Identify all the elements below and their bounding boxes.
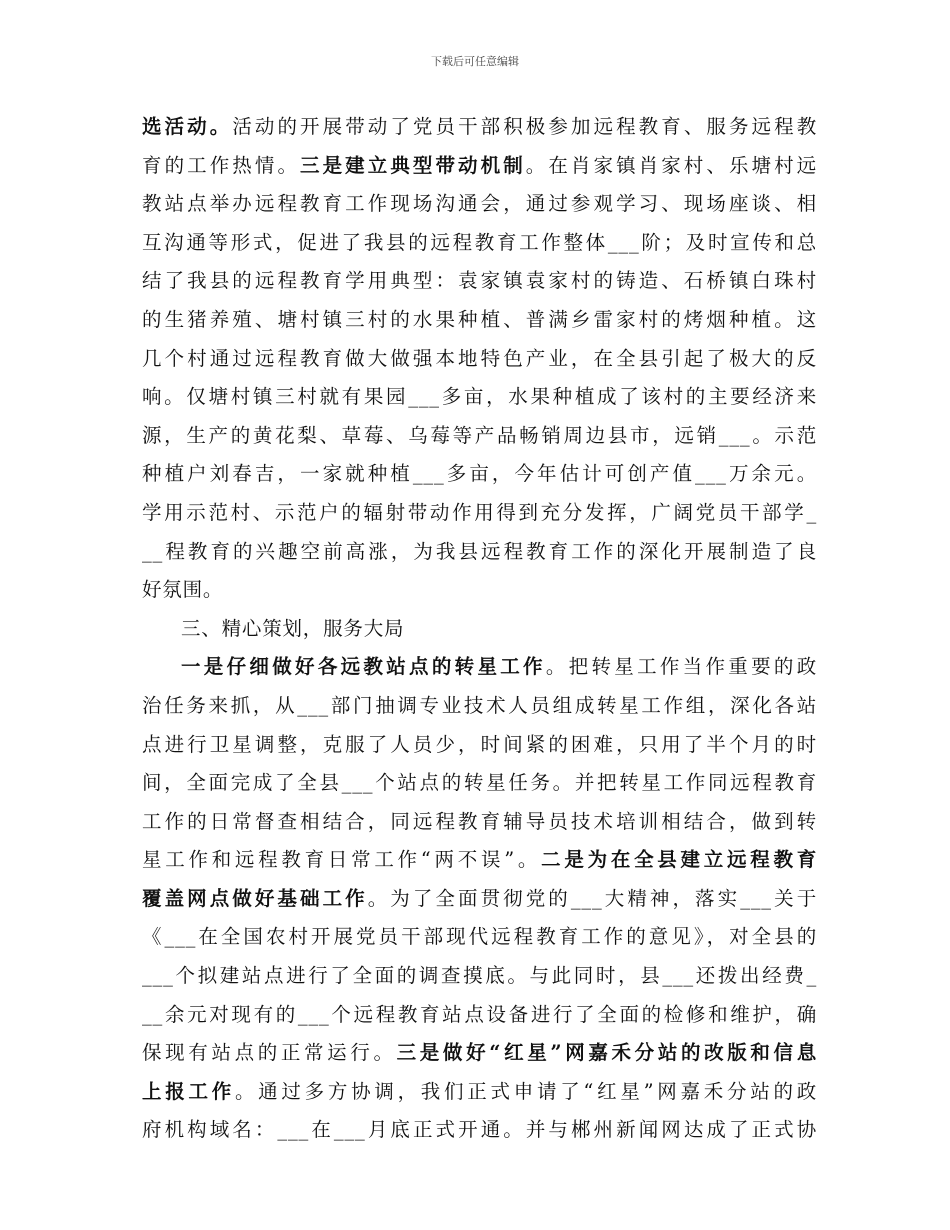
- bold-text-run: 三是建立典型带动机制: [300, 153, 526, 177]
- text-line: [142, 494, 817, 533]
- text-line: [142, 880, 817, 919]
- text-line: [142, 571, 817, 610]
- text-line: [142, 996, 817, 1035]
- text-run: 活动的开展带动了党员干部积极参加远程教育、服务远程教: [232, 115, 817, 138]
- text-line: [142, 610, 817, 649]
- text-run: 结了我县的远程教育学用典型：袁家镇袁家村的铸造、石桥镇白珠村: [142, 269, 817, 293]
- text-line: [142, 147, 817, 186]
- bold-text-run: 三是做好“红星”网嘉禾分站的改版和信息: [396, 1041, 817, 1065]
- text-line: [142, 455, 817, 494]
- text-line: [142, 841, 817, 880]
- document-body: [142, 108, 817, 1150]
- text-run: 学用示范村、示范户的辐射带动作用得到充分发挥，广阔党员干部学_: [142, 500, 817, 524]
- text-run: 。通过多方协调，我们正式申请了“红星”网嘉禾分站的政: [234, 1079, 817, 1103]
- bold-text-run: 二是为在全县建立远程教育: [541, 848, 817, 872]
- text-line: [142, 417, 817, 456]
- text-run: 教站点举办远程教育工作现场沟通会，通过参观学习、现场座谈、相: [142, 192, 817, 216]
- bold-text-run: 一是仔细做好各远教站点的转星工作: [181, 655, 546, 679]
- text-line: [142, 648, 817, 687]
- text-line: [142, 340, 817, 379]
- text-run: 间，全面完成了全县___个站点的转星任务。并把转星工作同远程教育: [142, 771, 817, 795]
- text-line: [142, 378, 817, 417]
- text-line: [142, 108, 817, 147]
- text-line: [142, 533, 817, 572]
- text-run: 。把转星工作当作重要的政: [545, 655, 817, 679]
- text-run: 保现有站点的正常运行。: [142, 1041, 397, 1065]
- text-run: 三、精心策划，服务大局: [181, 616, 405, 640]
- text-run: 种植户刘春吉，一家就种植___多亩，今年估计可创产值___万余元。: [142, 462, 817, 486]
- text-run: 育的工作热情。: [142, 153, 301, 177]
- bold-text-run: 选活动。: [142, 115, 233, 138]
- page-header-note: 下载后可任意编辑: [431, 55, 519, 68]
- text-run: 《___在全国农村开展党员干部现代远程教育工作的意见》，对全县的: [142, 925, 817, 949]
- text-line: [142, 1111, 817, 1150]
- text-run: 互沟通等形式，促进了我县的远程教育工作整体___阶；及时宣传和总: [142, 230, 817, 254]
- text-line: [142, 764, 817, 803]
- text-line: [142, 687, 817, 726]
- text-run: 点进行卫星调整，克服了人员少，时间紧的困难，只用了半个月的时: [142, 732, 817, 756]
- text-run: 响。仅塘村镇三村就有果园___多亩，水果种植成了该村的主要经济来: [142, 385, 817, 409]
- bold-text-run: 上报工作: [142, 1079, 235, 1103]
- text-line: [142, 726, 817, 765]
- text-line: [142, 918, 817, 957]
- text-run: __程教育的兴趣空前高涨，为我县远程教育工作的深化开展制造了良: [142, 539, 817, 563]
- text-run: 。为了全面贯彻党的___大精神，落实___关于: [367, 886, 817, 910]
- text-line: [142, 224, 817, 263]
- text-run: __余元对现有的___个远程教育站点设备进行了全面的检修和维护，确: [142, 1002, 817, 1026]
- text-line: [142, 262, 817, 301]
- text-line: [142, 1034, 817, 1073]
- text-run: 治任务来抓，从___部门抽调专业技术人员组成转星工作组，深化各站: [142, 693, 817, 717]
- text-run: 源，生产的黄花梨、草莓、乌莓等产品畅销周边县市，远销___。示范: [142, 423, 817, 447]
- text-run: 星工作和远程教育日常工作“两不误”。: [142, 848, 542, 872]
- text-run: 。在肖家镇肖家村、乐塘村远: [525, 153, 817, 177]
- text-run: ___个拟建站点进行了全面的调查摸底。与此同时，县___还拨出经费_: [142, 964, 817, 988]
- text-run: 工作的日常督查相结合，同远程教育辅导员技术培训相结合，做到转: [142, 809, 817, 833]
- text-run: 好氛围。: [142, 578, 224, 602]
- text-line: [142, 957, 817, 996]
- text-run: 的生猪养殖、塘村镇三村的水果种植、普满乡雷家村的烤烟种植。这: [142, 307, 817, 331]
- bold-text-run: 覆盖网点做好基础工作: [142, 886, 368, 910]
- text-line: [142, 803, 817, 842]
- text-run: 几个村通过远程教育做大做强本地特色产业，在全县引起了极大的反: [142, 346, 817, 370]
- text-line: [142, 301, 817, 340]
- text-line: [142, 1073, 817, 1112]
- text-run: 府机构域名：___在___月底正式开通。并与郴州新闻网达成了正式协: [142, 1118, 817, 1142]
- text-line: [142, 185, 817, 224]
